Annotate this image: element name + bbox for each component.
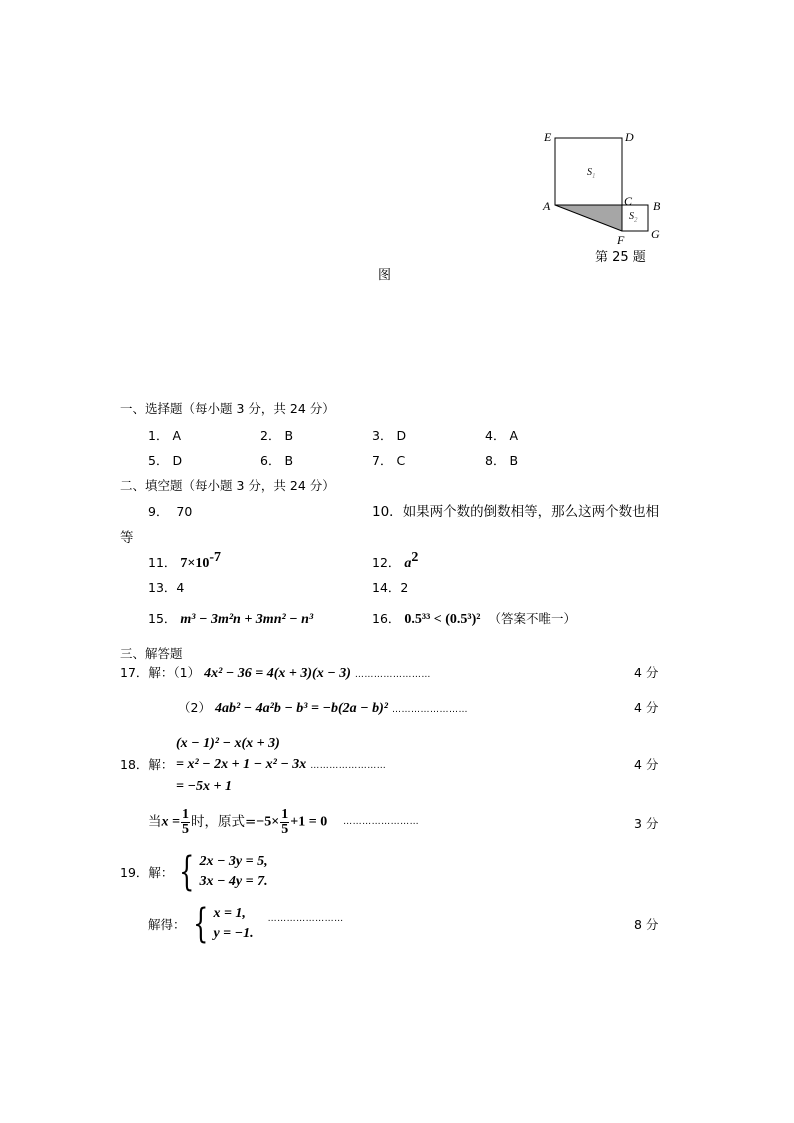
q19-system: { 2x − 3y = 5, 3x − 4y = 7. xyxy=(179,849,268,896)
q17-part2: （2） 4ab² − 4a²b − b³ = −b(2a − b)² …………………… xyxy=(178,700,468,716)
q19-num: 19．解： xyxy=(120,865,174,880)
label-e: E xyxy=(544,130,552,144)
q17-part2-score: 4 分 xyxy=(634,700,659,715)
section3-heading: 三、解答题 xyxy=(120,646,183,661)
answer-15: 15． m³ − 3m²n + 3mn² − n³ xyxy=(148,611,314,627)
left-brace: { xyxy=(193,901,209,948)
leader-dots: …………………… xyxy=(391,705,468,715)
q19-score: 8 分 xyxy=(634,917,659,932)
q18-substitution: 当x = $\frac{1}{5}$ 时，原式=−5× $\frac{1}{5}$ +1 = 0 …………………… xyxy=(148,807,420,837)
answer-14: 14．2 xyxy=(372,580,409,595)
figure-caption: 第 25 题 xyxy=(595,250,646,265)
label-f: F xyxy=(617,233,625,247)
answer-4: 4． A xyxy=(485,428,518,443)
section1-heading: 一、选择题（每小题 3 分，共 24 分） xyxy=(120,401,335,416)
q18-line2: = x² − 2x + 1 − x² − 3x …………………… xyxy=(176,757,387,772)
q18-substitution-score: 3 分 xyxy=(634,816,659,831)
fraction-one-fifth: $\frac{1}{5}$ xyxy=(281,807,289,837)
leader-dots: …………………… xyxy=(343,817,420,827)
leader-dots: …………………… xyxy=(354,670,431,680)
answer-3: 3． D xyxy=(372,428,407,443)
fraction-one-fifth: $\frac{1}{5}$ xyxy=(181,807,189,837)
q17-part1-score: 4 分 xyxy=(634,665,659,680)
answer-8: 8． B xyxy=(485,453,519,468)
answer-11: 11． $7\times 10^{-7}$ xyxy=(148,550,222,571)
q19-result: { x = 1, y = −1. …………………… xyxy=(193,901,344,948)
label-g: G xyxy=(651,227,660,241)
answer-2: 2． B xyxy=(260,428,294,443)
q18-line1: (x − 1)² − x(x + 3) xyxy=(176,736,280,751)
label-s1: $S_1$ xyxy=(587,167,596,180)
label-b: B xyxy=(653,199,661,213)
leader-dots: …………………… xyxy=(267,913,344,924)
answer-13: 13．4 xyxy=(148,580,185,595)
section2-heading: 二、填空题（每小题 3 分，共 24 分） xyxy=(120,478,335,493)
q18-num: 18．解： xyxy=(120,757,174,772)
geometry-figure-25 xyxy=(535,128,665,241)
answer-16: 16． 0.5³³ < (0.5³)² （答案不唯一） xyxy=(372,611,576,627)
answer-5: 5． D xyxy=(148,453,183,468)
answer-10-continued: 等 xyxy=(120,530,134,546)
left-brace: { xyxy=(179,849,195,896)
q18-line3: = −5x + 1 xyxy=(176,779,232,794)
q17-part1: 17．解：（1） 4x² − 36 = 4(x + 3)(x − 3) …………………… xyxy=(120,665,431,681)
label-c: C xyxy=(624,194,633,208)
label-s2: $S_2$ xyxy=(629,211,638,224)
answer-1: 1． A xyxy=(148,428,181,443)
answer-9: 9． 70 xyxy=(148,504,193,519)
stray-figure-char: 图 xyxy=(378,268,392,283)
label-a: A xyxy=(543,199,551,213)
answer-10: 10．如果两个数的倒数相等，那么这两个数也相 xyxy=(372,504,660,520)
answer-12: 12． $a^2$ xyxy=(372,550,419,571)
leader-dots: …………………… xyxy=(310,761,387,771)
q18-line2-score: 4 分 xyxy=(634,757,659,772)
answer-7: 7． C xyxy=(372,453,406,468)
label-d: D xyxy=(625,130,634,144)
answer-6: 6． B xyxy=(260,453,294,468)
q19-result-label: 解得： xyxy=(148,917,186,932)
